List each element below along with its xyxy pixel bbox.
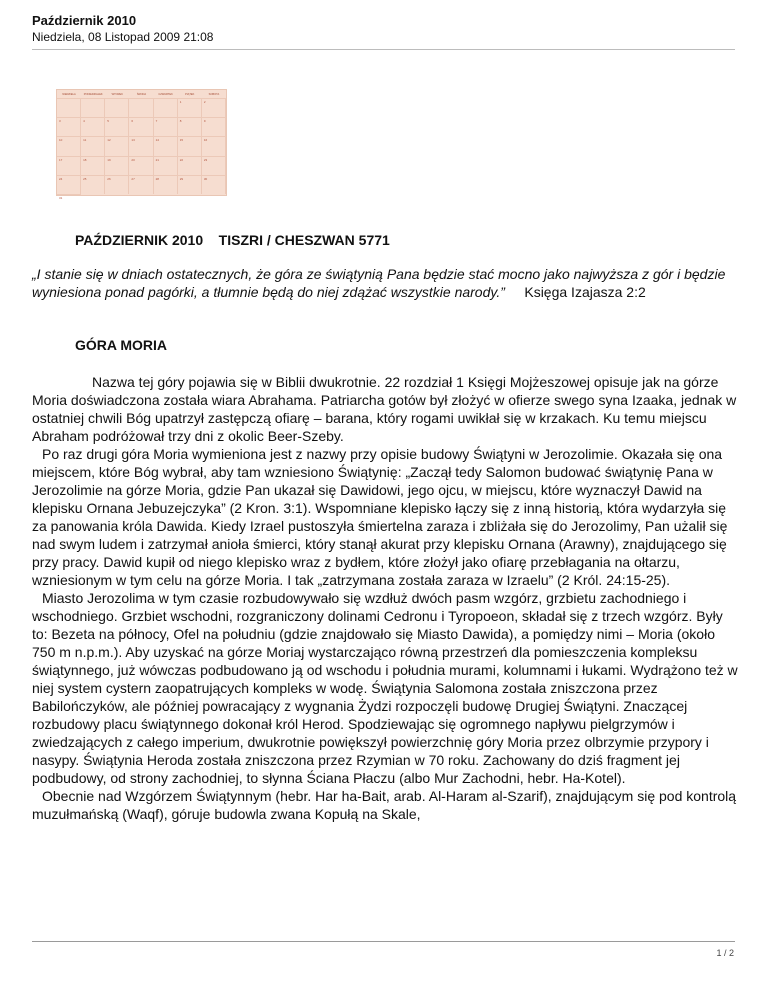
calendar-day-number: 6: [131, 119, 134, 124]
calendar-day: [105, 175, 129, 194]
calendar-day-number: 23: [203, 157, 208, 162]
calendar-day: [154, 156, 178, 175]
calendar-day: [178, 98, 202, 117]
calendar-day: [81, 98, 105, 117]
calendar-day-number: 16: [203, 138, 208, 143]
calendar-day: [57, 156, 81, 175]
calendar-weekday: WTOREK: [111, 92, 124, 96]
calendar-day-number: 8: [179, 119, 182, 124]
calendar-day-number: 2: [203, 100, 206, 104]
calendar-day: [129, 136, 153, 155]
calendar-day: [57, 136, 81, 155]
calendar-day-number: 22: [179, 157, 184, 162]
calendar-day-number: 7: [155, 119, 158, 124]
calendar-day-number: 13: [131, 138, 135, 143]
footer-divider: [32, 941, 735, 942]
calendar-day: [154, 117, 178, 136]
calendar-day: [129, 175, 153, 194]
calendar-day-number: 3: [59, 119, 61, 124]
calendar-day: [81, 175, 105, 194]
calendar-day: [129, 156, 153, 175]
page-header-date: Niedziela, 08 Listopad 2009 21:08: [32, 30, 214, 44]
calendar-day: [105, 156, 129, 175]
calendar-weekday: NIEDZIELA: [62, 92, 76, 96]
calendar-day-number: 24: [59, 176, 63, 181]
section-title: GÓRA MORIA: [75, 337, 168, 353]
calendar-day-number: 26: [107, 176, 111, 181]
calendar-day: [178, 136, 202, 155]
calendar-day: [154, 175, 178, 194]
calendar-weekday: CZWARTEK: [158, 92, 173, 96]
quote-text: „I stanie się w dniach ostatecznych, że góra ze świątynią Pana będzie stać mocno jako najwyższa z gór i będzie wyniesiona ponad pagórki, a tłumnie będą do niej zdążać wszystkie narody.”: [32, 266, 726, 300]
calendar-weekday: PONIEDZIAŁEK: [83, 92, 103, 96]
calendar-day: [81, 136, 105, 155]
calendar-day-number: 12: [107, 138, 111, 143]
calendar-day-number: 5: [107, 119, 109, 124]
paragraph: Po raz drugi góra Moria wymieniona jest z nazwy przy opisie budowy Świątyni w Jerozolimie. Okazała się ona miejscem, które Bóg wybrał, aby tam wzniesiono Świątynię: „Zaczął tedy Salomon budować świątynię Pana w Jerozolimie na górze Moria, gdzie Pan ukazał się Dawidowi, jego ojcu, w miejscu, które wyznaczył Dawid na klepisku Ornana Jebuzejczyka” (2 Kron. 3:1). Wspomniane klepisko łączy się z inną historią, która wydarzyła się za panowania króla Dawida. Kiedy Izrael pustoszyła śmiertelna zaraza i zbliżała się do Jerozolimy, Pan użalił się nad swym ludem i zatrzymał anioła śmierci, który stanął akurat przy klepisku Ornana (Arawny), znajdującego się przy pracy. Dawid kupił od niego klepisko wraz z bydłem, które złożył jako ofiarę przebłagania na ołtarzu, wzniesionym w tym celu na górze Moria. I tak „zatrzymana została zaraza w Izraelu” (2 Król. 24:15-25).: [32, 446, 728, 588]
calendar-day-number: 18: [83, 157, 87, 162]
calendar-day-number: 10: [59, 138, 63, 143]
calendar-day-number: 21: [155, 157, 159, 162]
calendar-day-number: 31: [59, 196, 63, 200]
calendar-day-number: 30: [203, 176, 208, 181]
calendar-day: [81, 117, 105, 136]
calendar-day: [57, 175, 81, 194]
calendar-day: [178, 175, 202, 194]
paragraph: Miasto Jerozolima w tym czasie rozbudowywało się wzdłuż dwóch pasm wzgórz, grzbietu zachodniego i wschodniego. Grzbiet wschodni, rozgraniczony dolinami Cedronu i Tyropoeon, składał się z trzech wzgórz. Były to: Bezeta na północy, Ofel na południu (gdzie znajdowało się Miasto Dawida), a pomiędzy nimi – Moria (około 750 m n.p.m.). Aby uzyskać na górze Moriaj wystarczająco równą przestrzeń dla pomieszczenia kompleksu świątynnego, już wówczas podbudowano ją od wschodu i południa murami, kolumnami i łukami. Wydrążono też w niej system cystern zaopatrujących kompleks w wodę. Świątynia Salomona została zniszczona przez Babilończyków, ale później powracający z wygnania Żydzi rozpoczęli budowę Drugiej Świątyni. Znaczącej rozbudowy placu świątynnego dokonał król Herod. Spodziewając się ogromnego napływu pielgrzymów i zwiedzających z całego imperium, dwukrotnie powiększył powierzchnię góry Moria przez olbrzymie przypory i nasypy. Świątynia Heroda została zniszczona przez Rzymian w 70 roku. Zachowany do dziś fragment jej podbudowy, od strony zachodniej, to słynna Ściana Płaczu (albo Mur Zachodni, hebr. Ha-Kotel).: [32, 590, 738, 786]
header-divider: [32, 49, 735, 50]
calendar-day: [202, 175, 226, 194]
quote-source: Księga Izajasza 2:2: [524, 284, 646, 300]
article-body: [32, 373, 740, 823]
calendar-weekday: PIĄTEK: [185, 92, 195, 96]
calendar-day: [178, 117, 202, 136]
paragraph: Obecnie nad Wzgórzem Świątynnym (hebr. Har ha-Bait, arab. Al-Haram al-Szarif), znajdującym się pod kontrolą muzułmańską (Waqf), góruje budowla zwana Kopułą na Skale,: [32, 788, 737, 822]
page-header-title: Październik 2010: [32, 13, 137, 28]
calendar-day: [129, 98, 153, 117]
calendar-day: [81, 156, 105, 175]
calendar-day: [129, 117, 153, 136]
page-number: 1 / 2: [716, 948, 734, 958]
paragraph: Nazwa tej góry pojawia się w Biblii dwukrotnie. 22 rozdział 1 Księgi Mojżeszowej opisuje jak na górze Moria doświadczona została wiara Abrahama. Patriarcha gotów był złożyć w ofierze swego syna Izaaka, jednak w ostatniej chwili Bóg upatrzył zastępczą ofiarę – barana, który rogami uwikłał się w krzakach. Ku temu miejscu Abraham podróżował trzy dni z okolic Beer-Szeby.: [32, 374, 737, 444]
calendar-day: [178, 156, 202, 175]
calendar-day: [57, 194, 81, 200]
calendar-day: [202, 98, 226, 117]
calendar-day-number: 28: [155, 176, 159, 181]
calendar-day-number: 1: [179, 100, 182, 104]
document-heading: PAŹDZIERNIK 2010 TISZRI / CHESZWAN 5771: [75, 232, 390, 248]
calendar-day-number: 19: [107, 157, 111, 162]
calendar-day: [202, 156, 226, 175]
calendar-day-number: 27: [131, 176, 135, 181]
calendar-day-number: 15: [179, 138, 184, 143]
calendar-day: [105, 136, 129, 155]
calendar-day-number: 29: [179, 176, 184, 181]
calendar-day: [57, 98, 81, 117]
calendar-day: [202, 136, 226, 155]
calendar-day-number: 9: [203, 119, 206, 124]
calendar-image: [56, 89, 227, 200]
calendar-weekday: SOBOTA: [208, 92, 220, 96]
calendar-weekday: ŚRODA: [136, 92, 147, 96]
calendar-day-number: 14: [155, 138, 159, 143]
calendar-day-number: 11: [83, 138, 87, 143]
calendar-day-number: 25: [83, 176, 87, 181]
scripture-quote: [32, 265, 737, 301]
calendar-day-number: 20: [131, 157, 135, 162]
calendar-day: [105, 117, 129, 136]
calendar-day: [202, 117, 226, 136]
calendar-day: [57, 117, 81, 136]
calendar-day: [105, 98, 129, 117]
calendar-day-number: 17: [59, 157, 63, 162]
calendar-day: [154, 136, 178, 155]
calendar-day-number: 4: [83, 119, 85, 124]
calendar-day: [154, 98, 178, 117]
